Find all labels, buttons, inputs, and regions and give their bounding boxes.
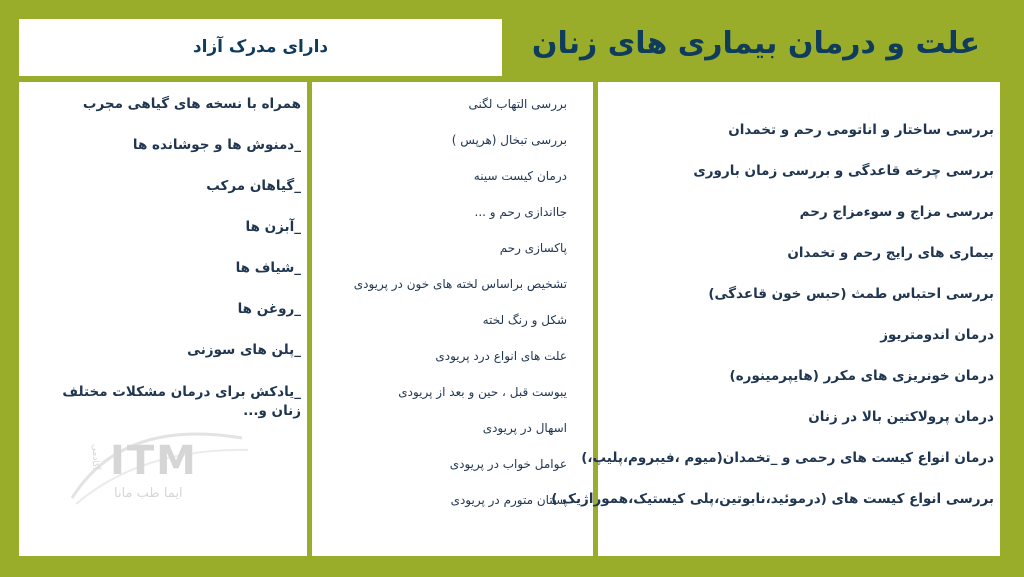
list-item: درمان پرولاکتین بالا در زنان [808, 409, 994, 425]
logo-subtitle: ایما طب مانا [114, 486, 183, 501]
list-item: درمان اندومتریوز [880, 327, 994, 343]
list-item: بررسی تبخال (هرپس ) [451, 133, 567, 147]
page-title: علت و درمان بیماری های زنان [531, 26, 980, 61]
list-item: _پلن های سوزنی [187, 342, 301, 358]
list-item: بررسی ساختار و اناتومی رحم و تخمدان [728, 122, 994, 138]
list-item: _دمنوش ها و جوشانده ها [132, 137, 301, 153]
list-item: بررسی احتباس طمث (حبس خون قاعدگی) [708, 286, 994, 302]
list-item: پاکسازی رحم [499, 241, 567, 255]
herbal-remedies-panel [19, 82, 307, 556]
logo-text: ITM [110, 438, 198, 484]
list-item: _روغن ها [237, 301, 301, 317]
list-item: تشخیص براساس لخته های خون در پریودی [353, 277, 567, 291]
list-item: پستان متورم در پریودی [450, 493, 567, 507]
list-item: علت های انواع درد پریودی [435, 349, 567, 363]
list-item: یبوست قبل ، حین و بعد از پریودی [398, 385, 567, 399]
treatment-panel [551, 82, 1000, 556]
list-item: بررسی التهاب لگنی [468, 97, 567, 111]
list-item: شکل و رنگ لخته [482, 313, 567, 327]
list-item: درمان انواع کیست های رحمی و _تخمدان(میوم ،فیبروم،پلیپ،) [581, 450, 994, 466]
list-item: بررسی چرخه قاعدگی و بررسی زمان باروری [693, 163, 994, 179]
list-item: همراه با نسخه های گیاهی مجرب [82, 96, 301, 112]
list-item: بررسی مزاج و سوءمزاج رحم [799, 204, 994, 220]
certificate-label: دارای مدرک آزاد [19, 19, 502, 76]
itm-logo [62, 408, 252, 518]
list-item: اسهال در پریودی [482, 421, 567, 435]
list-item: _شیاف ها [235, 260, 301, 276]
diagnosis-panel [312, 82, 593, 556]
list-item: درمان کیست سینه [473, 169, 567, 183]
list-item: بیماری های رایج رحم و تخمدان [787, 245, 994, 261]
list-item: بررسی انواع کیست های (درموئید،نابوتین،پلی کیستیک،هموراژیک ) [551, 491, 994, 507]
list-item: عوامل خواب در پریودی [449, 457, 567, 471]
list-item: _گیاهان مرکب [206, 178, 301, 194]
list-item: درمان خونریزی های مکرر (هایپرمینوره) [729, 368, 994, 384]
logo-side-text: آکادمی [90, 444, 100, 470]
list-item: جاانداز‌ی رحم و ... [474, 205, 567, 219]
list-item: _یادکش برای درمان مشکلات مختلف زنان و... [62, 384, 301, 419]
list-item: _آبزن ها [245, 219, 301, 235]
